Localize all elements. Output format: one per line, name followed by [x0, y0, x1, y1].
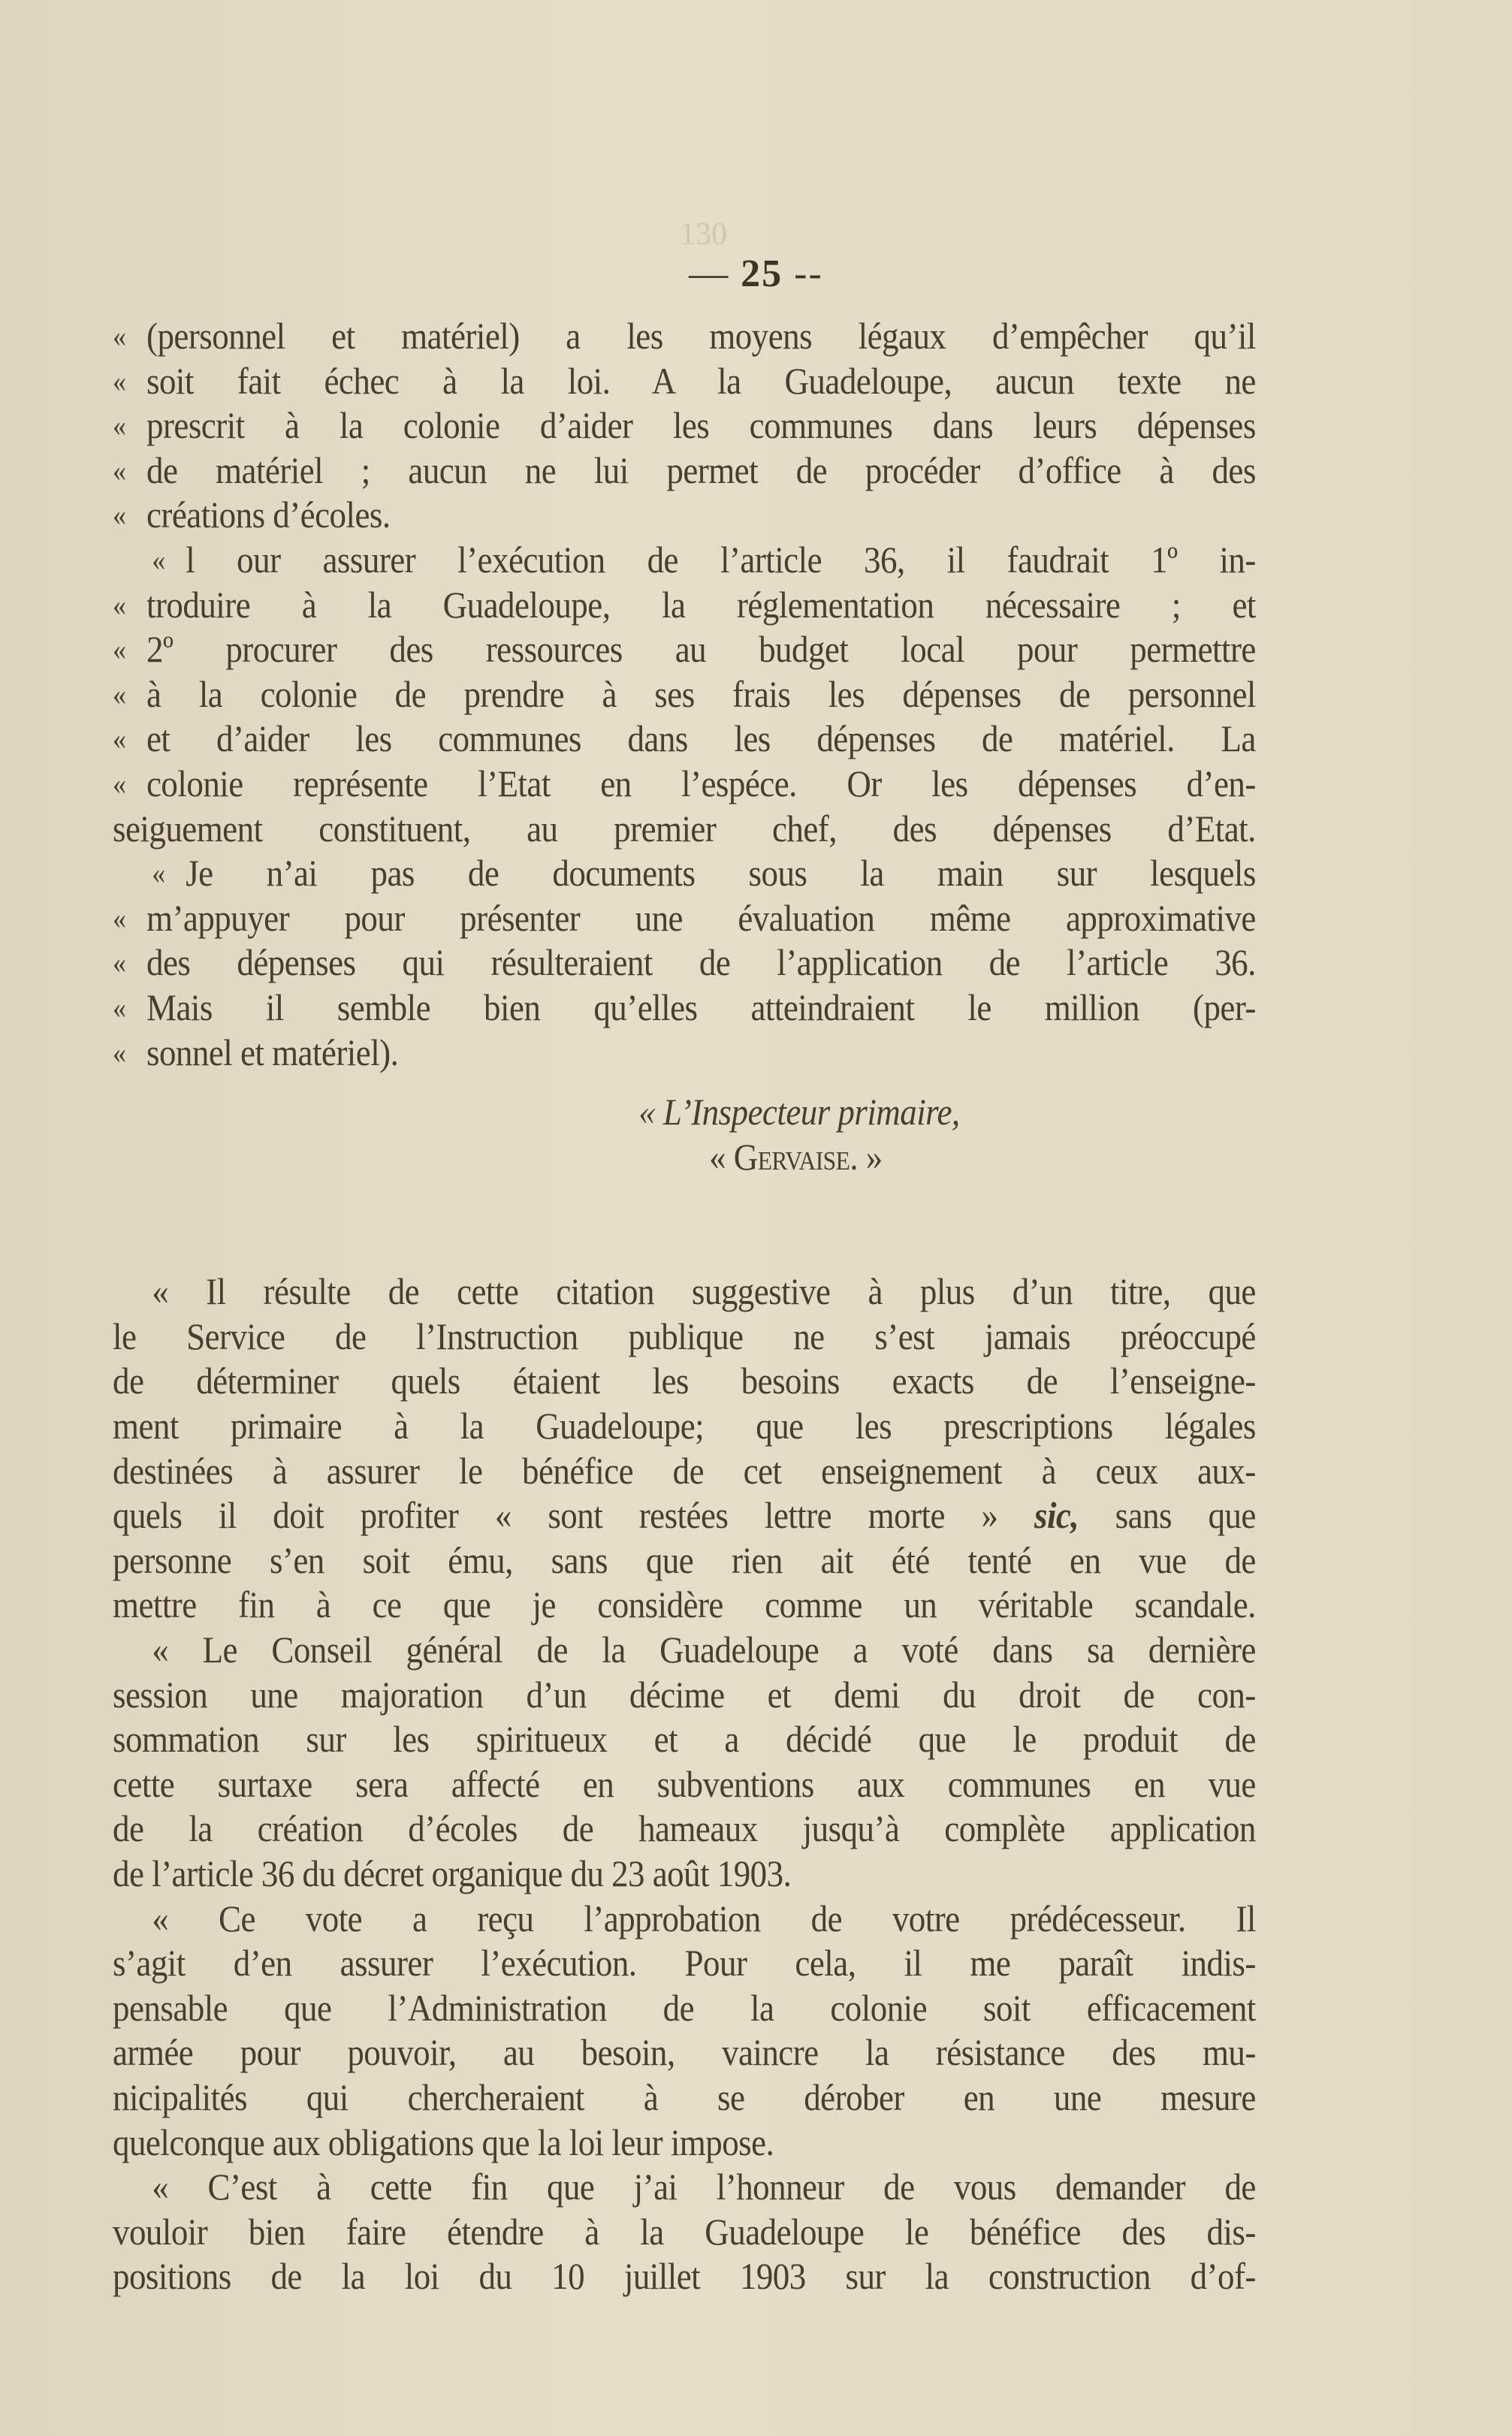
sic-emphasis: sic,: [1034, 1494, 1079, 1537]
text-line: de l’article 36 du décret organique du 23 août 1903.: [113, 1852, 792, 1894]
line-text: 2º procurer des ressources au budget local pour permettre: [146, 628, 1256, 671]
quote-mark: «: [113, 319, 126, 353]
line-text: soit fait échec à la loi. A la Guadeloupe, aucun texte ne: [146, 359, 1256, 402]
paragraph-5: [113, 1628, 1256, 1897]
text-line: de la création d’écoles de hameaux jusqu’à complète application: [113, 1807, 1256, 1850]
quote-mark: «: [113, 1035, 126, 1070]
quote-mark: «: [113, 677, 126, 711]
quote-mark: «: [113, 766, 126, 801]
quoted-paragraph-2: [113, 538, 1256, 851]
line-text: sans que: [1079, 1494, 1256, 1537]
signature-block: [113, 1075, 1256, 1179]
text-line: [113, 672, 1256, 717]
section-spacer: [113, 1179, 1256, 1269]
text-line: nicipalités qui chercheraient à se dérober en une mesure: [113, 2075, 1256, 2118]
text-line: « C’est à cette fin que j’ai l’honneur de vous demander de: [152, 2166, 1256, 2208]
text-line: [113, 403, 1256, 448]
text-line: vouloir bien faire étendre à la Guadeloupe le bénéfice des dis-: [113, 2210, 1256, 2253]
quote-mark: «: [113, 498, 126, 533]
text-line: [113, 493, 1256, 538]
line-text: (personnel et matériel) a les moyens légaux d’empêcher qu’il: [146, 315, 1256, 357]
text-line: mettre fin à ce que je considère comme un véritable scandale.: [113, 1583, 1256, 1626]
line-text: quels il doit profiter « sont restées lettre morte »: [113, 1494, 1034, 1537]
quote-mark: «: [113, 364, 126, 398]
signature-title: « L’Inspecteur primaire,: [638, 1091, 960, 1133]
text-line: ment primaire à la Guadeloupe; que les prescriptions légales: [113, 1405, 1256, 1447]
text-line: [113, 359, 1256, 404]
quote-mark: «: [113, 587, 126, 622]
faint-page-mark: 130: [680, 217, 727, 252]
quote-mark: «: [113, 901, 126, 935]
line-text: m’appuyer pour présenter une évaluation même approximative: [146, 896, 1256, 939]
text-line: [113, 448, 1256, 494]
quoted-paragraph-3: [113, 851, 1256, 1075]
line-text: sonnel et matériel).: [146, 1031, 399, 1073]
text-line: session une majoration d’un décime et demi du droit de con-: [113, 1673, 1256, 1716]
line-text: seiguement constituent, au premier chef, des dépenses d’Etat.: [113, 807, 1256, 850]
text-line: [113, 807, 1256, 852]
quote-mark: «: [113, 453, 126, 488]
text-line: [113, 940, 1256, 986]
quote-mark: «: [113, 409, 126, 443]
text-line: « Le Conseil général de la Guadeloupe a voté dans sa dernière: [152, 1629, 1256, 1671]
text-line: personne s’en soit ému, sans que rien ait été tenté en vue de: [113, 1538, 1256, 1581]
line-text: des dépenses qui résulteraient de l’application de l’article 36.: [146, 941, 1256, 984]
quote-mark: «: [152, 856, 165, 891]
quote-mark: «: [113, 946, 126, 980]
line-text: Je n’ai pas de documents sous la main sur lesquels: [186, 852, 1256, 895]
text-line: positions de la loi du 10 juillet 1903 sur la construction d’of-: [113, 2255, 1256, 2298]
quoted-paragraph-1: [113, 314, 1256, 538]
text-line: [113, 986, 1256, 1031]
text-line: [113, 538, 1256, 583]
page-number-suffix: --: [794, 252, 823, 295]
page-number: [0, 252, 1512, 296]
text-line: [113, 1493, 1256, 1538]
text-line: sommation sur les spiritueux et a décidé que le produit de: [113, 1718, 1256, 1761]
text-line: [113, 583, 1256, 628]
line-text: prescrit à la colonie d’aider les communes dans leurs dépenses: [146, 404, 1256, 447]
signature-name: « Gervaise. »: [709, 1135, 883, 1178]
quote-mark: «: [113, 632, 126, 667]
line-text: à la colonie de prendre à ses frais les dépenses de personnel: [146, 672, 1256, 715]
document-body: [113, 314, 1256, 2299]
text-line: destinées à assurer le bénéfice de cet enseignement à ceux aux-: [113, 1449, 1256, 1492]
text-line: armée pour pouvoir, au besoin, vaincre la résistance des mu-: [113, 2031, 1256, 2074]
quote-mark: «: [113, 990, 126, 1025]
text-line: [113, 314, 1256, 359]
text-line: s’agit d’en assurer l’exécution. Pour cela, il me paraît indis-: [113, 1942, 1256, 1985]
text-line: quelconque aux obligations que la loi leur impose.: [113, 2121, 774, 2163]
text-line: [113, 1031, 1256, 1076]
text-line: [113, 717, 1256, 762]
text-line: [113, 627, 1256, 672]
line-text: et d’aider les communes dans les dépenses de matériel. La: [146, 717, 1256, 760]
text-line: « Ce vote a reçu l’approbation de votre prédécesseur. Il: [152, 1897, 1256, 1939]
text-line: [113, 896, 1256, 941]
page-number-prefix: —: [689, 252, 730, 295]
text-line: le Service de l’Instruction publique ne s’est jamais préoccupé: [113, 1315, 1256, 1357]
text-line: [113, 851, 1256, 896]
line-text: troduire à la Guadeloupe, la réglementation nécessaire ; et: [146, 583, 1256, 626]
text-line: cette surtaxe sera affecté en subventions aux communes en vue: [113, 1762, 1256, 1805]
quote-mark: «: [113, 722, 126, 756]
text-line: de déterminer quels étaient les besoins exacts de l’enseigne-: [113, 1360, 1256, 1402]
text-line: [113, 762, 1256, 807]
text-line: « Il résulte de cette citation suggestive à plus d’un titre, que: [152, 1270, 1256, 1313]
quote-mark: «: [152, 542, 165, 577]
line-text: de matériel ; aucun ne lui permet de procéder d’office à des: [146, 448, 1256, 491]
line-text: l our assurer l’exécution de l’article 36, il faudrait 1º in-: [186, 538, 1256, 581]
page-number-value: 25: [741, 252, 783, 295]
line-text: colonie représente l’Etat en l’espéce. Or les dépenses d’en-: [146, 762, 1256, 804]
text-line: pensable que l’Administration de la colonie soit efficacement: [113, 1986, 1256, 2029]
paragraph-6: [113, 1897, 1256, 2166]
paragraph-7: [113, 2165, 1256, 2299]
line-text: créations d’écoles.: [146, 494, 391, 536]
line-text: Mais il semble bien qu’elles atteindraient le million (per-: [146, 986, 1256, 1028]
paragraph-4: [113, 1269, 1256, 1628]
